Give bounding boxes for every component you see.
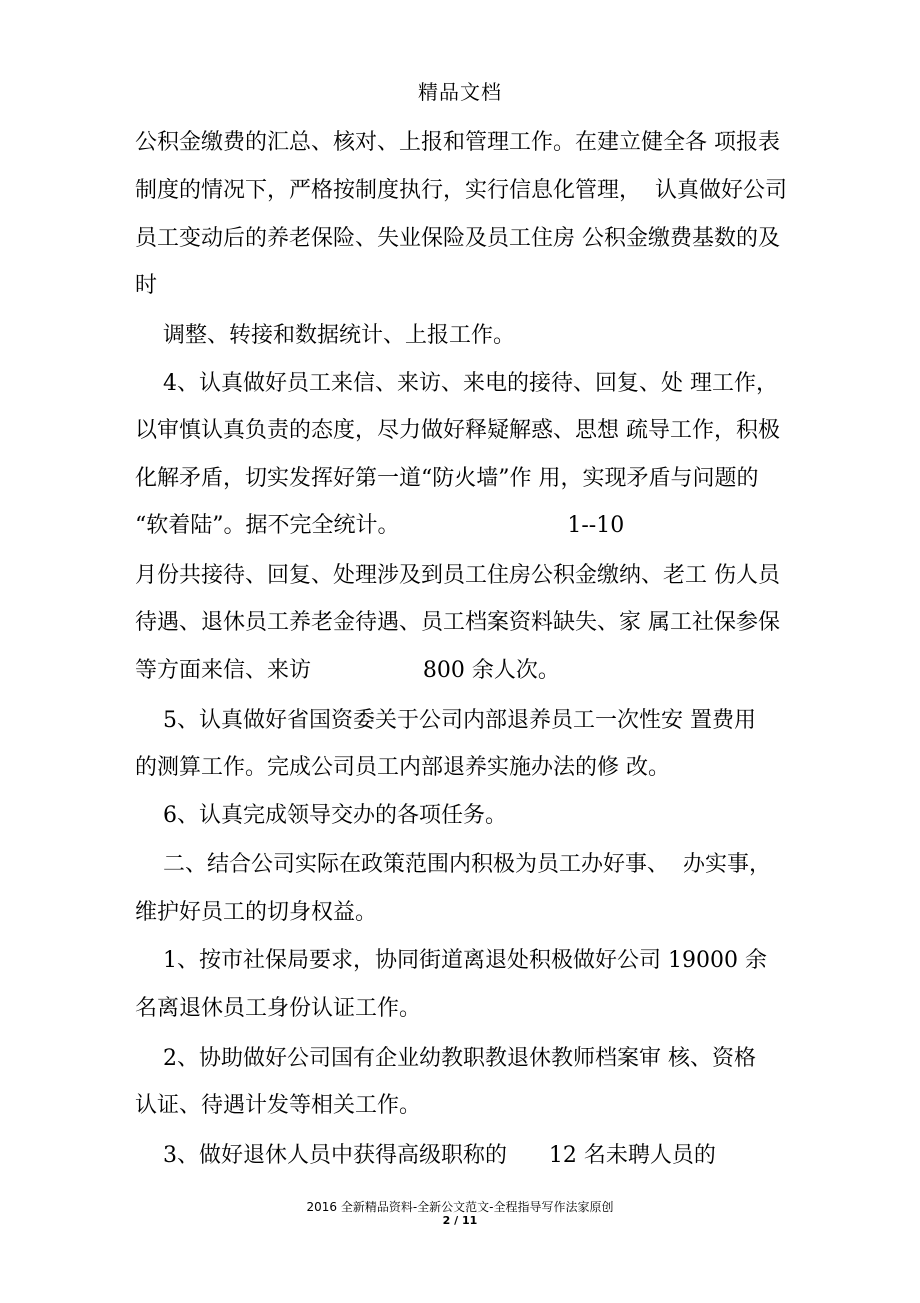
page-header-title: 精品文档 — [418, 80, 502, 104]
body-line: 时 — [135, 273, 158, 298]
body-line: 待遇、退休员工养老金待遇、员工档案资料缺失、家 属工社保参保 — [135, 610, 780, 635]
body-line: 维护好员工的切身权益。 — [135, 900, 378, 925]
body-line: 3、做好退休人员中获得高级职称的 12 名未聘人员的 — [135, 1143, 716, 1168]
body-line: 员工变动后的养老保险、失业保险及员工住房 公积金缴费基数的及 — [135, 226, 780, 251]
page-number: 2 / 11 — [442, 1214, 478, 1227]
body-line: 月份共接待、回复、处理涉及到员工住房公积金缴纳、老工 伤人员 — [135, 563, 780, 588]
body-line: 二、结合公司实际在政策范围内积极为员工办好事、 办实事， — [135, 852, 771, 877]
body-line: 的测算工作。完成公司员工内部退养实施办法的修 改。 — [135, 755, 670, 780]
body-line: 调整、转接和数据统计、上报工作。 — [135, 323, 515, 348]
footer-text: 2016 全新精品资料-全新公文范文-全程指导写作法家原创 — [306, 1200, 614, 1214]
body-line: 认证、待遇计发等相关工作。 — [135, 1093, 422, 1118]
body-line: 制度的情况下，严格按制度执行，实行信息化管理， 认真做好公司 — [135, 178, 787, 203]
body-line: 5、认真做好省国资委关于公司内部退养员工一次性安 置费用 — [135, 708, 756, 733]
body-line: 名离退休员工身份认证工作。 — [135, 996, 422, 1021]
body-line: “软着陆”。据不完全统计。 1--10 — [135, 513, 625, 538]
body-line: 等方面来信、来访 800 余人次。 — [135, 658, 560, 683]
body-line: 化解矛盾，切实发挥好第一道“防火墙”作 用，实现矛盾与问题的 — [135, 466, 759, 491]
body-line: 6、认真完成领导交办的各项任务。 — [135, 803, 507, 828]
body-line: 1、按市社保局要求，协同街道离退处积极做好公司 19000 余 — [135, 948, 767, 973]
body-line: 4、认真做好员工来信、来访、来电的接待、回复、处 理工作， — [135, 371, 778, 396]
body-line: 以审慎认真负责的态度，尽力做好释疑解惑、思想 疏导工作，积极 — [135, 418, 780, 443]
body-line: 2、协助做好公司国有企业幼教职教退休教师档案审 核、资格 — [135, 1046, 756, 1071]
body-line: 公积金缴费的汇总、核对、上报和管理工作。在建立健全各 项报表 — [135, 130, 780, 155]
